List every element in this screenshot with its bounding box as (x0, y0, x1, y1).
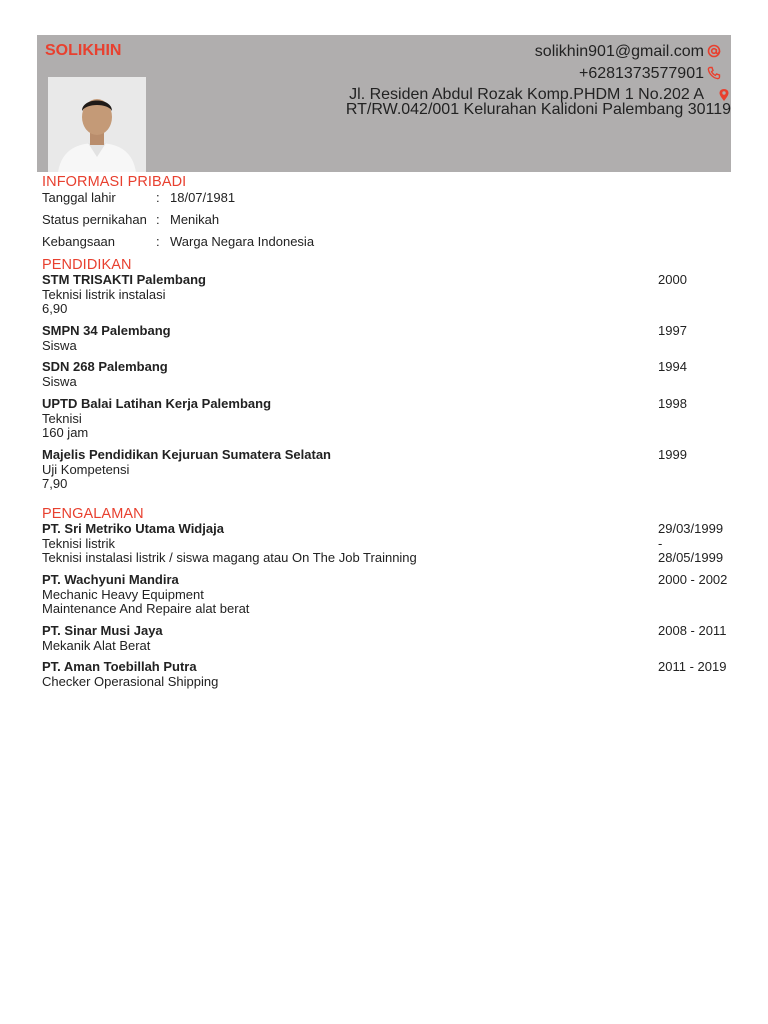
experience-item (42, 573, 732, 617)
education-year: 1999 (658, 447, 687, 462)
experience-date: 2000 - 2002 (658, 572, 728, 587)
experience-company: PT. Sinar Musi Jaya (42, 623, 163, 638)
experience-date-end: 28/05/1999 (658, 550, 724, 565)
experience-desc: Teknisi instalasi listrik / siswa magang atau On The Job Trainning (42, 550, 417, 565)
experience-company: PT. Wachyuni Mandira (42, 572, 179, 587)
education-school: Majelis Pendidikan Kejuruan Sumatera Selatan (42, 447, 331, 462)
experience-item (42, 660, 732, 689)
experience-date-sep: - (658, 535, 663, 551)
education-year: 1998 (658, 396, 687, 411)
education-item (42, 324, 732, 353)
education-school: UPTD Balai Latihan Kerja Palembang (42, 396, 272, 411)
education-item (42, 273, 732, 317)
education-detail: Siswa (42, 337, 77, 353)
profile-photo (48, 77, 146, 172)
experience-date: 2008 - 2011 (658, 623, 727, 638)
experience-desc: Maintenance And Repaire alat berat (42, 601, 250, 616)
education-score: 7,90 (42, 476, 68, 491)
email-text[interactable]: solikhin901@gmail.com (534, 43, 704, 60)
info-label: Tanggal lahir (42, 190, 116, 205)
at-icon (707, 44, 721, 58)
education-detail: Uji Kompetensi (42, 461, 130, 477)
experience-item (42, 522, 732, 566)
email-row (535, 43, 704, 61)
address-line2: RT/RW.042/001 Kelurahan Kalidoni Palembang 30119 (345, 101, 731, 118)
experience-company: PT. Aman Toebillah Putra (42, 659, 197, 674)
section-title-personal: INFORMASI PRIBADI (42, 174, 187, 190)
education-school: SMPN 34 Palembang (42, 323, 171, 338)
address-row (346, 87, 731, 117)
education-score: 160 jam (42, 425, 89, 440)
map-pin-icon (717, 88, 731, 102)
section-title-education: PENDIDIKAN (42, 257, 132, 273)
education-item (42, 360, 732, 389)
phone-text[interactable]: +6281373577901 (578, 65, 704, 82)
education-year: 1997 (658, 323, 687, 338)
education-school: SDN 268 Palembang (42, 359, 168, 374)
experience-role: Checker Operasional Shipping (42, 673, 219, 689)
info-label: Kebangsaan (42, 234, 116, 249)
experience-company: PT. Sri Metriko Utama Widjaja (42, 521, 224, 536)
education-detail: Siswa (42, 373, 77, 389)
education-item (42, 397, 732, 441)
experience-date-start: 29/03/1999 (658, 521, 724, 536)
education-year: 2000 (658, 272, 687, 287)
info-value: 18/07/1981 (170, 190, 236, 205)
header-banner (37, 35, 731, 172)
experience-date (658, 522, 723, 566)
phone-icon (707, 66, 721, 80)
education-score: 6,90 (42, 301, 68, 316)
experience-role: Mekanik Alat Berat (42, 637, 151, 653)
phone-row (579, 65, 704, 83)
education-detail: Teknisi listrik instalasi (42, 286, 166, 302)
education-school: STM TRISAKTI Palembang (42, 272, 206, 287)
address-line1: Jl. Residen Abdul Rozak Komp.PHDM 1 No.202 A (349, 86, 704, 103)
profile-name: SOLIKHIN (45, 42, 122, 59)
section-title-experience: PENGALAMAN (42, 506, 144, 522)
education-item (42, 448, 732, 492)
info-colon: : (156, 234, 160, 249)
education-year: 1994 (658, 359, 687, 374)
experience-date: 2011 - 2019 (658, 659, 727, 674)
experience-item (42, 624, 732, 653)
info-label: Status pernikahan (42, 212, 147, 227)
experience-role: Teknisi listrik (42, 535, 115, 551)
info-value: Warga Negara Indonesia (170, 234, 315, 249)
info-colon: : (156, 212, 160, 227)
education-detail: Teknisi (42, 410, 82, 426)
info-colon: : (156, 190, 160, 205)
info-value: Menikah (170, 212, 220, 227)
experience-role: Mechanic Heavy Equipment (42, 586, 204, 602)
